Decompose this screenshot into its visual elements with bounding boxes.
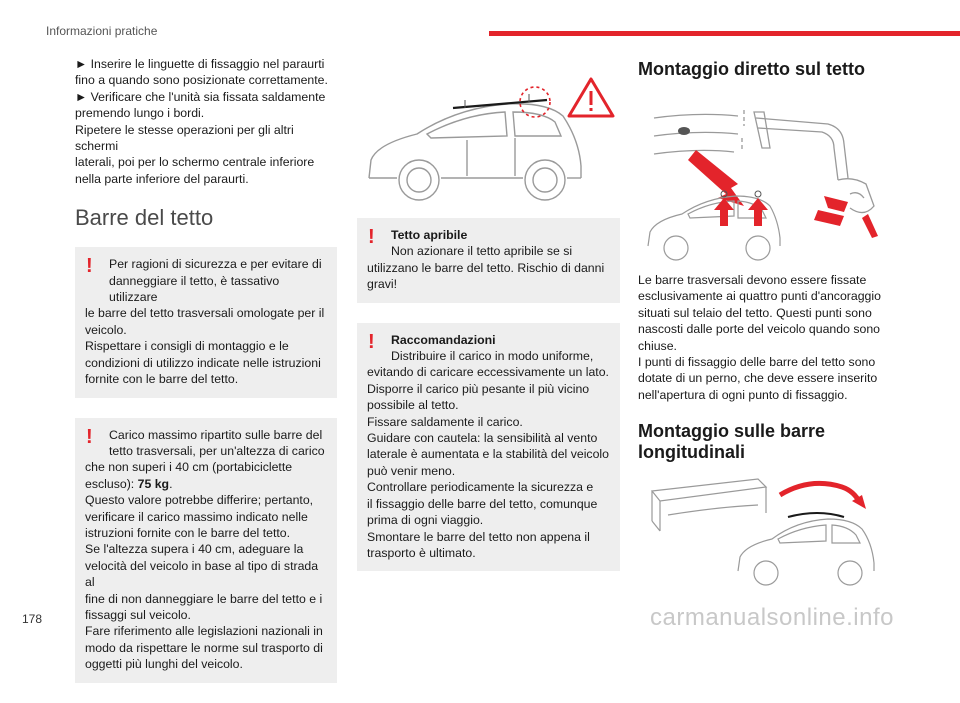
intro-paragraph	[75, 56, 337, 187]
text-line: possibile al tetto.	[367, 398, 459, 413]
text-fragment: escluso):	[85, 476, 138, 491]
text-line: modo da rispettare le norme sul trasporto di	[85, 640, 323, 655]
warning-box-sunroof	[357, 218, 620, 303]
warning-box-safety	[75, 247, 337, 397]
warning-box-recommendations	[357, 323, 620, 572]
exclamation-icon: !	[86, 425, 93, 448]
text-line: oggetti più lunghi del veicolo.	[85, 657, 243, 672]
text-line: Per ragioni di sicurezza e per evitare di	[109, 257, 322, 272]
text-line: verificare il carico massimo indicato nelle	[85, 509, 308, 524]
heading-line: longitudinali	[638, 442, 745, 463]
text-line: Controllare periodicamente la sicurezza e	[367, 480, 594, 495]
text-line: il fissaggio delle barre del tetto, comunque	[367, 496, 598, 511]
text-line: Fare riferimento alle legislazioni nazionali in	[85, 624, 323, 639]
max-load-value: 75 kg	[137, 476, 170, 491]
longitudinal-bars-illustration	[638, 473, 898, 579]
text-line: utilizzano le barre del tetto. Rischio di danni	[367, 260, 605, 275]
column-right	[638, 56, 898, 579]
text-fragment: .	[169, 476, 173, 491]
text-line: veicolo.	[85, 322, 127, 337]
text-line: laterale è aumentata e la stabilità del veicolo	[367, 447, 609, 462]
text-line: tetto trasversali, per un'altezza di carico	[109, 443, 325, 458]
text-line: fornite con le barre del tetto.	[85, 372, 239, 387]
text-line: Le barre trasversali devono essere fissate	[638, 273, 867, 287]
text-line: Non azionare il tetto apribile se si	[391, 244, 573, 259]
page-number: 178	[22, 612, 43, 626]
box-title: Raccomandazioni	[391, 332, 496, 347]
warning-triangle-icon	[569, 79, 613, 116]
header-section-title: Informazioni pratiche	[46, 24, 158, 38]
text-line: dotate di un perno, che deve essere inserito	[638, 371, 878, 386]
heading-line: Montaggio sulle barre	[638, 421, 826, 442]
text-line: esclusivamente ai quattro punti d'ancoraggio	[638, 289, 881, 304]
column-middle	[357, 56, 620, 591]
text-line: prima di ogni viaggio.	[367, 513, 484, 528]
text-line: ► Verificare che l'unità sia fissata saldamente	[75, 89, 326, 104]
direct-mounting-paragraph	[638, 272, 898, 403]
text-line: condizioni di utilizzo indicate nelle istruzioni	[85, 355, 321, 370]
text-line: ► Inserire le linguette di fissaggio nel paraurti	[75, 57, 325, 71]
text-line: situati sul telaio del tetto. Questi punti sono	[638, 305, 872, 320]
text-line: premendo lungo i bordi.	[75, 106, 205, 121]
text-line: trasporto è ultimato.	[367, 545, 476, 560]
watermark: carmanualsonline.info	[650, 604, 894, 631]
text-line: nell'apertura di ogni punto di fissaggio.	[638, 387, 848, 402]
text-line: laterali, poi per lo schermo centrale inferiore	[75, 155, 315, 170]
heading-longitudinal-mounting	[638, 421, 898, 463]
text-line: nascosti dalle porte del veicolo quando sono	[638, 322, 881, 337]
text-line: fine di non danneggiare le barre del tetto e i	[85, 591, 323, 606]
exclamation-icon: !	[86, 255, 93, 278]
text-line: Distribuire il carico in modo uniforme,	[391, 349, 594, 364]
heading-direct-mounting: Montaggio diretto sul tetto	[638, 59, 865, 79]
box-title: Tetto apribile	[391, 228, 468, 242]
text-line: I punti di fissaggio delle barre del tetto sono	[638, 355, 876, 370]
text-line: istruzioni fornite con le barre del tetto.	[85, 525, 291, 540]
text-line: Disporre il carico più pesante il più vicino	[367, 381, 590, 396]
text-line-max-load	[85, 476, 327, 492]
text-line: le barre del tetto trasversali omologate per il	[85, 306, 325, 321]
text-line: Se l'altezza supera i 40 cm, adeguare la	[85, 542, 304, 557]
text-line: può venir meno.	[367, 463, 456, 478]
exclamation-icon: !	[368, 226, 375, 248]
car-roof-warning-illustration	[357, 56, 620, 206]
exclamation-icon: !	[368, 330, 375, 353]
text-line: Rispettare i consigli di montaggio e le	[85, 339, 289, 354]
column-left	[75, 56, 337, 703]
warning-box-max-load	[75, 418, 337, 683]
text-line: Carico massimo ripartito sulle barre del	[109, 427, 323, 442]
text-line: nella parte inferiore del paraurti.	[75, 171, 249, 186]
text-line: velocità del veicolo in base al tipo di strada al	[85, 558, 319, 590]
text-line: fissaggi sul veicolo.	[85, 607, 191, 622]
header-accent-bar	[489, 31, 960, 36]
text-line: Fissare saldamente il carico.	[367, 414, 523, 429]
text-line: Smontare le barre del tetto non appena il	[367, 529, 590, 544]
text-line: evitando di caricare eccessivamente un lato.	[367, 365, 609, 380]
text-line: Ripetere le stesse operazioni per gli altri schermi	[75, 122, 294, 154]
roof-anchor-point-illustration	[638, 88, 898, 260]
text-line: Guidare con cautela: la sensibilità al vento	[367, 431, 598, 446]
text-line: gravi!	[367, 277, 398, 292]
text-line: fino a quando sono posizionate correttamente.	[75, 73, 328, 88]
text-line: chiuse.	[638, 338, 677, 353]
section-heading-roof-bars: Barre del tetto	[75, 205, 214, 231]
text-line: che non superi i 40 cm (portabiciclette	[85, 460, 293, 475]
text-line: danneggiare il tetto, è tassativo utilizzare	[109, 273, 280, 305]
text-line: Questo valore potrebbe differire; pertanto,	[85, 493, 314, 508]
